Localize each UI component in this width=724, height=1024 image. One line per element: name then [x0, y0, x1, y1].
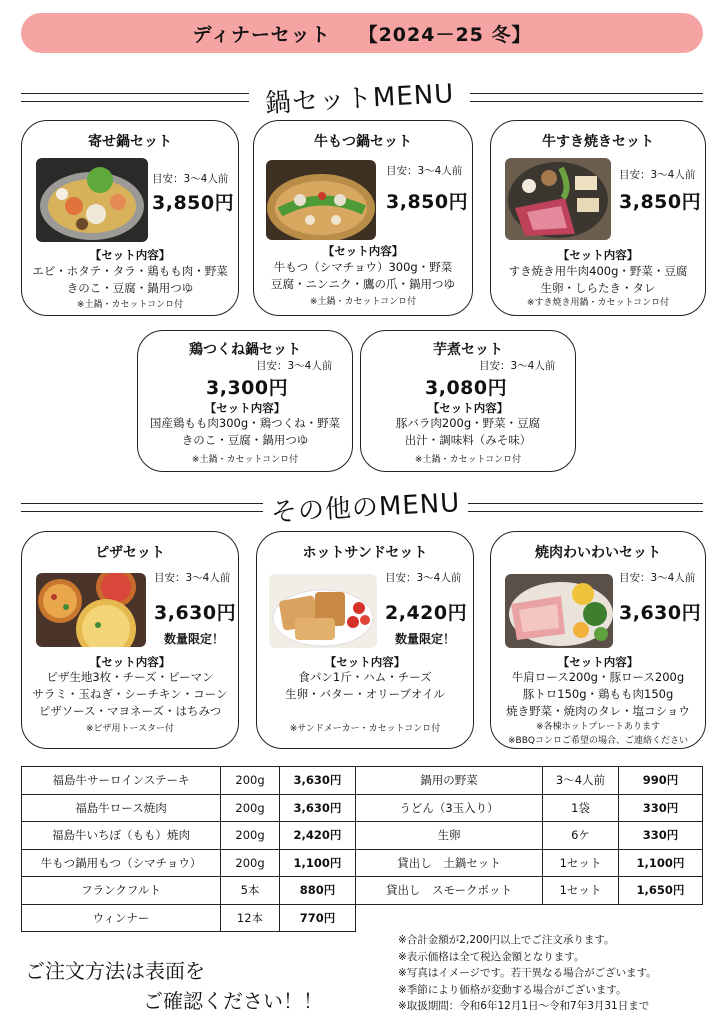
item-price: 1,100円 — [280, 849, 356, 877]
table-row — [22, 849, 703, 877]
item-name: 貸出し 土鍋セット — [356, 849, 543, 877]
contents-line: ピザソース・マヨネーズ・はちみつ — [38, 704, 222, 718]
divider-line — [468, 511, 703, 512]
item-name: 貸出し スモークポット — [356, 877, 543, 905]
equipment-note: ※サンドメーカー・カセットコンロ付 — [289, 724, 441, 734]
menu-card-yosenabe — [21, 120, 239, 316]
menu-card-yakiniku — [490, 531, 706, 749]
motsunabe-photo — [266, 160, 376, 240]
item-price: 990円 — [619, 767, 703, 795]
limited-badge: 数量限定！ — [395, 632, 456, 646]
season-label: 【2024－25 冬】 — [358, 23, 532, 46]
set-contents — [257, 669, 473, 703]
equipment-note: ※すき焼き用鍋・カセットコンロ付 — [526, 298, 670, 308]
item-price: 770円 — [280, 904, 356, 932]
contents-line: 牛もつ（シマチョウ）300g・野菜 — [273, 260, 453, 274]
item-quantity: 200g — [221, 794, 280, 822]
yosenabe-photo — [36, 158, 148, 242]
set-contents-heading: 【セット内容】 — [89, 248, 171, 262]
set-price: 3,850円 — [386, 191, 469, 213]
item-name: フランクフルト — [22, 877, 221, 905]
footnotes — [398, 932, 657, 1015]
card-title: 焼肉わいわいセット — [535, 545, 661, 561]
order-line: ご確認ください！！ — [143, 989, 323, 1013]
menu-card-hotsand — [256, 531, 474, 749]
item-price: 3,630円 — [280, 794, 356, 822]
item-quantity: 200g — [221, 767, 280, 795]
item-quantity: 1セット — [543, 849, 619, 877]
set-contents-heading: 【セット内容】 — [557, 248, 639, 262]
contents-line: きのこ・豆腐・鍋用つゆ — [66, 281, 194, 295]
page-title: ディナーセット — [192, 23, 331, 46]
item-price: 330円 — [619, 822, 703, 850]
menu-card-sukiyaki — [490, 120, 706, 316]
equipment-note: ※土鍋・カセットコンロ付 — [76, 300, 184, 310]
yakiniku-photo — [505, 574, 613, 648]
sukiyaki-photo — [505, 158, 611, 240]
table-row — [22, 794, 703, 822]
item-quantity: 12本 — [221, 904, 280, 932]
nabe-menu-heading: 鍋セットMENU — [264, 79, 455, 119]
card-title: ホットサンドセット — [302, 545, 428, 561]
set-contents-heading: 【セット内容】 — [557, 655, 639, 669]
footnote: ※写真はイメージです。若干異なる場合がございます。 — [398, 967, 657, 979]
serving-size: 目安：3～4人前 — [152, 173, 229, 185]
item-name: 福島牛ロース焼肉 — [22, 794, 221, 822]
equipment-note: ※ピザ用トースター付 — [85, 724, 175, 734]
set-contents — [22, 669, 238, 720]
set-price: 3,630円 — [154, 602, 237, 624]
equipment-note: ※土鍋・カセットコンロ付 — [191, 455, 299, 465]
note-line: ※各棟ホットプレートあります — [536, 722, 660, 732]
set-contents — [254, 259, 472, 293]
extras-table — [21, 766, 703, 932]
contents-line: ピザ生地3枚・チーズ・ピーマン — [46, 670, 214, 684]
item-price: 2,420円 — [280, 822, 356, 850]
set-contents-heading: 【セット内容】 — [427, 401, 509, 415]
divider-line — [470, 101, 703, 102]
set-contents — [491, 669, 705, 720]
set-contents — [361, 415, 575, 449]
contents-line: 生卵・しらたき・タレ — [540, 281, 656, 295]
menu-card-imoni — [360, 330, 576, 472]
divider-line — [21, 503, 263, 504]
table-row — [22, 877, 703, 905]
contents-line: 食パン1斤・ハム・チーズ — [298, 670, 432, 684]
serving-size: 目安：3～4人前 — [619, 169, 696, 181]
card-title: 牛もつ鍋セット — [314, 134, 412, 150]
item-quantity: 200g — [221, 849, 280, 877]
limited-badge: 数量限定！ — [164, 632, 225, 646]
serving-size: 目安：3～4人前 — [385, 572, 462, 584]
contents-line: 生卵・バター・オリーブオイル — [285, 687, 445, 701]
card-title: ピザセット — [95, 545, 165, 561]
set-contents-heading: 【セット内容】 — [89, 655, 171, 669]
set-contents-heading: 【セット内容】 — [324, 655, 406, 669]
table-row — [22, 904, 703, 932]
table-row — [22, 822, 703, 850]
contents-line: 出汁・調味料（みそ味） — [404, 433, 532, 447]
equipment-note — [491, 720, 705, 748]
item-price: 330円 — [619, 794, 703, 822]
contents-line: 焼き野菜・焼肉のタレ・塩コショウ — [506, 704, 690, 718]
set-contents-heading: 【セット内容】 — [204, 401, 286, 415]
footnote: ※表示価格は全て税込金額となります。 — [398, 950, 585, 963]
item-price: 3,630円 — [280, 767, 356, 795]
item-quantity: 1セット — [543, 877, 619, 905]
item-quantity: 200g — [221, 822, 280, 850]
footnote: ※季節により価格が変動する場合がございます。 — [398, 983, 627, 996]
hotsand-photo — [269, 574, 377, 648]
card-title: 寄せ鍋セット — [88, 134, 172, 150]
set-contents — [22, 263, 238, 297]
serving-size: 目安：3～4人前 — [154, 572, 231, 584]
item-name: うどん（3玉入り） — [356, 794, 543, 822]
item-quantity: 6ケ — [543, 822, 619, 850]
menu-card-motsunabe — [253, 120, 473, 316]
serving-size: 目安：3～4人前 — [386, 165, 463, 177]
footnote: ※取扱期間：令和6年12月1日～令和7年3月31日まで — [398, 1000, 650, 1012]
set-contents — [491, 263, 705, 297]
pizza-photo — [36, 573, 146, 647]
serving-size: 目安：3～4人前 — [256, 360, 333, 372]
item-name: 福島牛いちぼ（もも）焼肉 — [22, 822, 221, 850]
contents-line: 牛肩ロース200g・豚ロース200g — [511, 670, 685, 684]
title-banner — [21, 13, 703, 53]
item-name: 牛もつ鍋用もつ（シマチョウ） — [22, 849, 221, 877]
item-name: 鍋用の野菜 — [356, 767, 543, 795]
footnote: ※合計金額が2,200円以上でご注文承ります。 — [398, 934, 615, 946]
contents-line: 豚バラ肉200g・野菜・豆腐 — [395, 416, 541, 430]
table-row — [22, 767, 703, 795]
set-price: 3,080円 — [425, 377, 508, 399]
card-title: 芋煮セット — [433, 342, 503, 358]
set-price: 3,850円 — [152, 192, 235, 214]
item-price: 1,650円 — [619, 877, 703, 905]
serving-size: 目安：3～4人前 — [479, 360, 556, 372]
divider-line — [21, 511, 263, 512]
equipment-note: ※土鍋・カセットコンロ付 — [414, 455, 522, 465]
contents-line: きのこ・豆腐・鍋用つゆ — [181, 433, 309, 447]
divider-line — [468, 503, 703, 504]
contents-line: サラミ・玉ねぎ・シーチキン・コーン — [32, 687, 228, 701]
divider-line — [21, 101, 249, 102]
order-line: ご注文方法は表面を — [25, 959, 205, 983]
item-price: 1,100円 — [619, 849, 703, 877]
equipment-note: ※土鍋・カセットコンロ付 — [309, 297, 417, 307]
set-contents — [138, 415, 352, 449]
item-quantity: 1袋 — [543, 794, 619, 822]
contents-line: エビ・ホタテ・タラ・鶏もも肉・野菜 — [32, 264, 228, 278]
set-price: 3,850円 — [619, 191, 702, 213]
serving-size: 目安：3～4人前 — [619, 572, 696, 584]
menu-card-pizza — [21, 531, 239, 749]
set-price: 2,420円 — [385, 602, 468, 624]
item-quantity: 5本 — [221, 877, 280, 905]
item-price: 880円 — [280, 877, 356, 905]
contents-line: 豚トロ150g・鶏もも肉150g — [522, 687, 674, 701]
set-contents-heading: 【セット内容】 — [322, 244, 404, 258]
item-quantity: 3～4人前 — [543, 767, 619, 795]
divider-line — [21, 93, 249, 94]
item-name: ウィンナー — [22, 904, 221, 932]
note-line: ※BBQコンロご希望の場合、ご連絡ください — [508, 736, 688, 746]
set-price: 3,630円 — [619, 602, 702, 624]
card-title: 牛すき焼きセット — [542, 134, 654, 150]
card-title: 鶏つくね鍋セット — [189, 342, 301, 358]
contents-line: 豆腐・ニンニク・鷹の爪・鍋用つゆ — [271, 277, 455, 291]
item-name: 福島牛サーロインステーキ — [22, 767, 221, 795]
item-name: 生卵 — [356, 822, 543, 850]
other-menu-heading: その他のMENU — [270, 488, 461, 528]
order-instruction — [25, 956, 323, 1016]
menu-card-tsukunenabe — [137, 330, 353, 472]
set-price: 3,300円 — [206, 377, 289, 399]
divider-line — [470, 93, 703, 94]
contents-line: すき焼き用牛肉400g・野菜・豆腐 — [508, 264, 688, 278]
contents-line: 国産鶏もも肉300g・鶏つくね・野菜 — [149, 416, 341, 430]
